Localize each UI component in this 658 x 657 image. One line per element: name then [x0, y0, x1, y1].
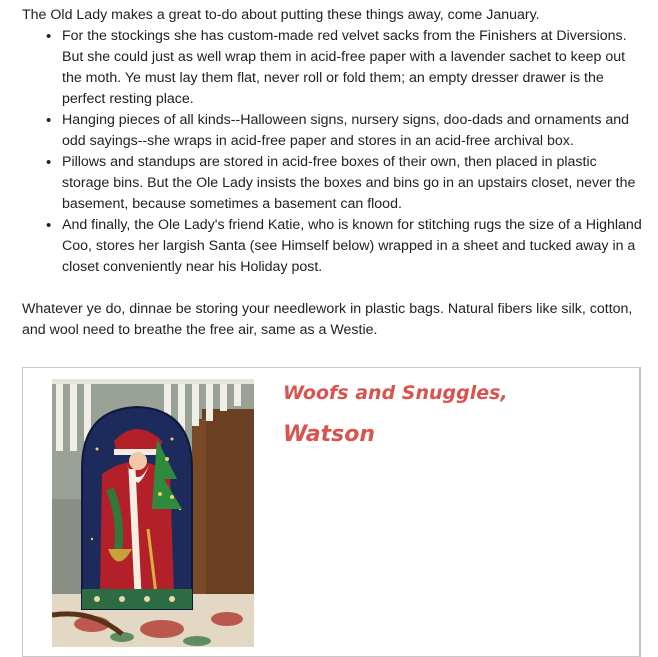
signoff-greeting: Woofs and Snuggles, — [283, 382, 508, 404]
tip-stockings: • For the stockings she has custom-made red velvet sacks from the Finishers at Diversions. But she could just as well wrap them in acid-free paper with a lavender sachet to keep out the moth. Ye must lay them flat, never roll or fold them; an empty dresser drawer is the perfect resting place. — [62, 26, 642, 110]
signoff-name: Watson — [283, 422, 376, 447]
intro-paragraph: The Old Lady makes a great to-do about putting these things away, come January. — [22, 7, 540, 23]
storage-tips-list — [22, 26, 642, 278]
tip-large-santa: • And finally, the Ole Lady's friend Katie, who is known for stitching rugs the size of a Highland Coo, stores her largish Santa (see Himself below) wrapped in a sheet and tucked away in a closet conveniently near his Holiday post. — [62, 215, 642, 278]
tip-hanging-pieces: • Hanging pieces of all kinds--Halloween signs, nursery signs, doo-dads and ornaments and odd sayings--she wraps in acid-free paper and stores in an acid-free archival box. — [62, 110, 642, 152]
signoff-card — [22, 367, 641, 657]
tip-pillows-standups: • Pillows and standups are stored in acid-free boxes of their own, then placed in plastic storage bins. But the Ole Lady insists the boxes and bins go in an upstairs closet, never the basement, because sometimes a basement can flood. — [62, 152, 642, 215]
closing-paragraph: Whatever ye do, dinnae be storing your needlework in plastic bags. Natural fibers like silk, cotton, and wool need to breathe the free air, same as a Westie. — [22, 301, 633, 338]
santa-standup-photo — [52, 379, 254, 647]
